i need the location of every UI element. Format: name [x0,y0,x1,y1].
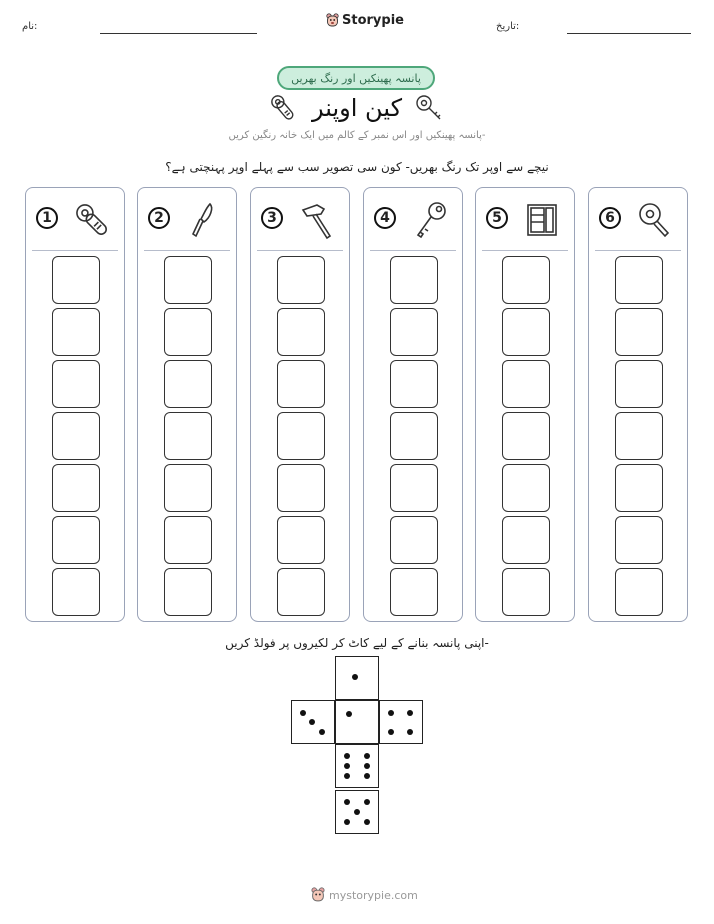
column-5 [475,187,575,622]
grid-cell[interactable] [277,412,325,460]
column-separator [482,250,568,251]
grid-cell[interactable] [164,360,212,408]
column-2 [137,187,237,622]
grid-cell[interactable] [502,464,550,512]
grid-cell[interactable] [52,412,100,460]
grid-cell[interactable] [615,412,663,460]
grid-cell[interactable] [615,568,663,616]
die-pip [364,819,370,825]
key-icon [410,200,450,240]
grid-cell[interactable] [390,516,438,564]
grid-cell[interactable] [615,360,663,408]
die-pip [344,773,350,779]
grid-cell[interactable] [502,360,550,408]
column-1 [25,187,125,622]
die-pip [407,710,413,716]
die-pip [352,674,358,680]
bear-logo-icon [326,13,339,28]
die-pip [407,729,413,735]
die-face-4 [379,700,423,744]
die-pip [344,799,350,805]
bear-logo-icon [311,887,325,903]
grid-cell[interactable] [277,256,325,304]
grid-cell[interactable] [390,256,438,304]
grid-cell[interactable] [502,308,550,356]
grid-cell[interactable] [277,568,325,616]
grid-cell[interactable] [164,412,212,460]
hammer-icon [297,200,337,240]
grid-cell[interactable] [52,360,100,408]
knife-icon [184,200,224,240]
column-4 [363,187,463,622]
die-pip [364,763,370,769]
brand-logo [326,13,404,28]
column-6 [588,187,688,622]
die-pip [300,710,306,716]
column-number: 5 [486,207,508,229]
bottle-opener-icon [635,200,675,240]
die-pip [354,809,360,815]
grid-cell[interactable] [164,464,212,512]
grid-cell[interactable] [277,516,325,564]
column-separator [32,250,118,251]
grid-cell[interactable] [502,412,550,460]
grid-cell[interactable] [52,568,100,616]
die-pip [388,729,394,735]
grid-cell[interactable] [52,308,100,356]
die-pip [388,710,394,716]
cabinet-icon [522,200,562,240]
die-pip [344,753,350,759]
grid-cell[interactable] [277,464,325,512]
footer-site[interactable]: mystorypie.com [329,888,418,902]
footer-brand [311,887,418,903]
column-3 [250,187,350,622]
grid-cell[interactable] [390,360,438,408]
die-face-1 [335,656,379,700]
question-text: نیچے سے اوپر تک رنگ بھریں- کون سی تصویر سب سے پہلے اوپر پہنچتی ہے؟ [165,160,549,174]
key-opener-icon [414,93,444,123]
can-opener-wheel-icon [72,200,112,240]
grid-cell[interactable] [52,256,100,304]
die-pip [309,719,315,725]
grid-cell[interactable] [615,516,663,564]
grid-cell[interactable] [615,256,663,304]
column-number: 3 [261,207,283,229]
grid-cell[interactable] [502,568,550,616]
grid-cell[interactable] [390,412,438,460]
fold-instruction: اپنی پانسہ بنانے کے لیے کاٹ کر لکیروں پر فولڈ کریں- [225,636,489,650]
die-face-5 [335,790,379,834]
die-pip [344,819,350,825]
page-subtitle: پانسہ پھینکیں اور اس نمبر کے کالم میں ایک خانہ رنگین کریں- [228,130,486,141]
grid-cell[interactable] [277,308,325,356]
activity-pill: پانسہ پھینکیں اور رنگ بھریں [277,66,435,90]
column-number: 4 [374,207,396,229]
grid-cell[interactable] [52,516,100,564]
grid-cell[interactable] [164,256,212,304]
column-separator [144,250,230,251]
grid-cell[interactable] [164,516,212,564]
grid-cell[interactable] [502,516,550,564]
die-pip [344,763,350,769]
die-pip [346,711,352,717]
column-number: 6 [599,207,621,229]
column-separator [370,250,456,251]
die-pip [319,729,325,735]
name-label: نام: [22,21,38,32]
column-number: 2 [148,207,170,229]
grid-cell[interactable] [164,568,212,616]
die-face-3 [291,700,335,744]
grid-cell[interactable] [390,568,438,616]
die-face-1 [335,700,379,744]
date-label: تاریخ: [496,21,520,32]
column-separator [595,250,681,251]
die-pip [364,753,370,759]
page-title: کین اوپنر [312,94,402,122]
grid-cell[interactable] [390,464,438,512]
grid-cell[interactable] [615,308,663,356]
die-pip [364,773,370,779]
name-line[interactable] [100,33,257,34]
die-pip [364,799,370,805]
brand-name: Storypie [342,13,404,28]
grid-cell[interactable] [164,308,212,356]
grid-cell[interactable] [502,256,550,304]
column-number: 1 [36,207,58,229]
date-line[interactable] [567,33,691,34]
grid-cell[interactable] [277,360,325,408]
grid-cell[interactable] [390,308,438,356]
grid-cell[interactable] [615,464,663,512]
grid-cell[interactable] [52,464,100,512]
die-face-6 [335,744,379,788]
column-separator [257,250,343,251]
